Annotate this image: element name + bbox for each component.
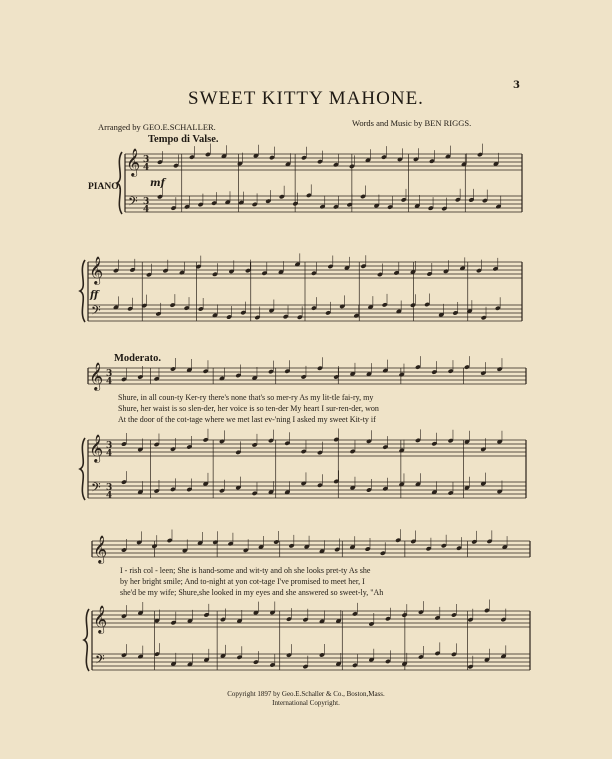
lyric-line-3-1: Shure, in all coun-ty Ker-ry there's none that's so mer-ry As my lit-tle fai-ry, my [118,393,374,402]
tempo-marking-valse: Tempo di Valse. [148,134,219,145]
dynamic-mf: mf [150,178,165,189]
time-signature: 4 [143,205,150,215]
copyright-international: International Copyright. [272,699,340,707]
time-signature: 4 [143,163,150,173]
time-signature: 3 [106,441,113,451]
treble-clef-icon: 𝄞 [93,605,108,633]
lyric-line-4-1: I - rish col - leen; She is hand-some and wit-ty and oh she looks pret-ty As she [120,566,371,575]
bass-clef-icon: 𝄢 [95,652,105,670]
lyric-line-3-2: Shure, her waist is so slen-der, her voice is so ten-der My heart I sur-ren-der, won [118,404,379,413]
treble-clef-icon: 𝄞 [89,434,104,462]
treble-clef-icon: 𝄞 [126,148,141,176]
treble-clef-icon: 𝄞 [89,362,104,390]
lyric-line-4-3: she'd be my wife; Shure,she looked in my eyes and she answered so sweet-ly, "Ah [120,588,384,597]
song-title: SWEET KITTY MAHONE. [188,88,424,109]
time-signature: 4 [106,449,113,459]
system-brace [80,438,85,500]
time-signature: 3 [106,369,113,379]
time-signature: 4 [106,377,113,387]
bass-clef-icon: 𝄢 [91,480,101,498]
treble-clef-icon: 𝄞 [89,256,104,284]
time-signature: 3 [143,197,150,207]
time-signature: 3 [106,483,113,493]
page-number: 3 [513,80,520,91]
lyric-line-3-3: At the door of the cot-tage where we met last ev-'ning I asked my sweet Kit-ty if [118,415,376,424]
system-brace [84,609,89,671]
treble-clef-icon: 𝄞 [93,535,108,563]
lyric-line-4-2: by her bright smile; And to-night at yon cot-tage I've promised to meet her, I [120,577,365,586]
bass-clef-icon: 𝄢 [91,303,101,321]
dynamic-ff: ff [90,290,99,301]
time-signature: 4 [106,491,113,501]
system-brace [80,260,85,322]
tempo-marking-moderato: Moderato. [114,353,161,364]
system-brace [117,152,122,214]
composer-credit: Words and Music by BEN RIGGS. [352,118,472,128]
arranger-credit: Arranged by GEO.E.SCHALLER. [98,122,216,132]
time-signature: 3 [143,155,150,165]
bass-clef-icon: 𝄢 [128,194,138,212]
copyright-notice: Copyright 1897 by Geo.E.Schaller & Co., Boston,Mass. [227,690,385,698]
instrument-label: PIANO. [88,182,121,192]
